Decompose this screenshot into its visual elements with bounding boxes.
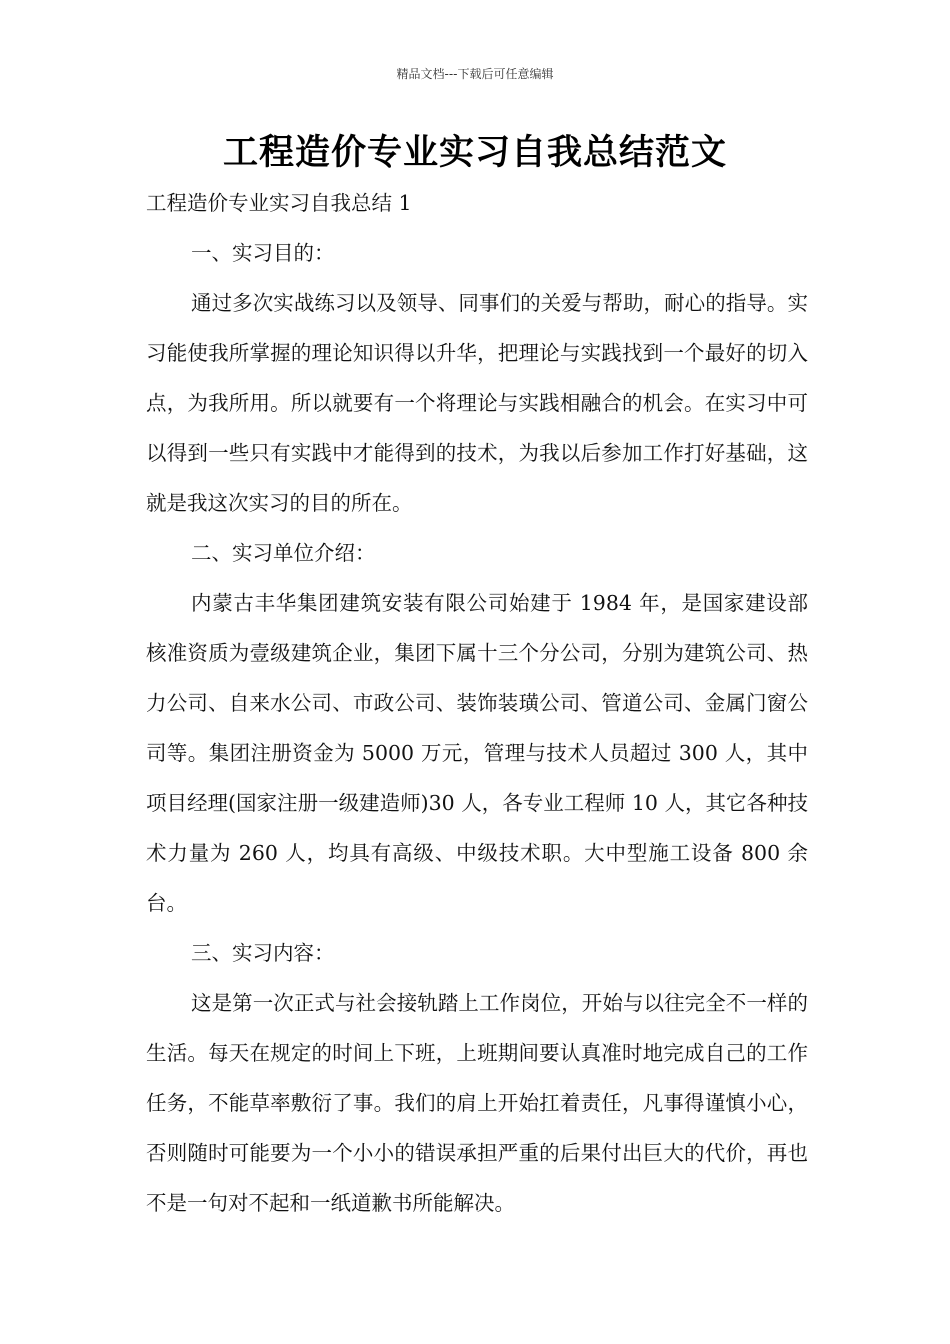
heading-purpose: 一、实习目的：	[191, 241, 335, 265]
document-body	[146, 178, 808, 1228]
heading-company: 二、实习单位介绍：	[191, 541, 376, 565]
section-subtitle: 工程造价专业实习自我总结 1	[146, 191, 412, 215]
paragraph-purpose: 通过多次实战练习以及领导、同事们的关爱与帮助，耐心的指导。实习能使我所掌握的理论知识得以升华，把理论与实践找到一个最好的切入点，为我所用。所以就要有一个将理论与实践相融合的机会。在实习中可以得到一些只有实践中才能得到的技术，为我以后参加工作打好基础，这就是我这次实习的目的所在。	[146, 291, 808, 515]
paragraph-content: 这是第一次正式与社会接轨踏上工作岗位，开始与以往完全不一样的生活。每天在规定的时间上下班，上班期间要认真准时地完成自己的工作任务，不能草率敷衍了事。我们的肩上开始扛着责任，凡事得谨慎小心，否则随时可能要为一个小小的错误承担严重的后果付出巨大的代价，再也不是一句对不起和一纸道歉书所能解决。	[146, 991, 808, 1215]
header-note: 精品文档---下载后可任意编辑	[396, 67, 554, 81]
heading-content: 三、实习内容：	[191, 941, 335, 965]
document-title: 工程造价专业实习自我总结范文	[222, 133, 727, 173]
paragraph-company: 内蒙古丰华集团建筑安装有限公司始建于 1984 年，是国家建设部核准资质为壹级建筑企业，集团下属十三个分公司，分别为建筑公司、热力公司、自来水公司、市政公司、装饰装璜公司、管道公司、金属门窗公司等。集团注册资金为 5000 万元，管理与技术人员超过 300 人，其中项目经理(国家注册一级建造师)30 人，各专业工程师 10 人，其它各种技术力量为 260 人，均具有高级、中级技术职。大中型施工设备 800 余台。	[146, 591, 808, 915]
